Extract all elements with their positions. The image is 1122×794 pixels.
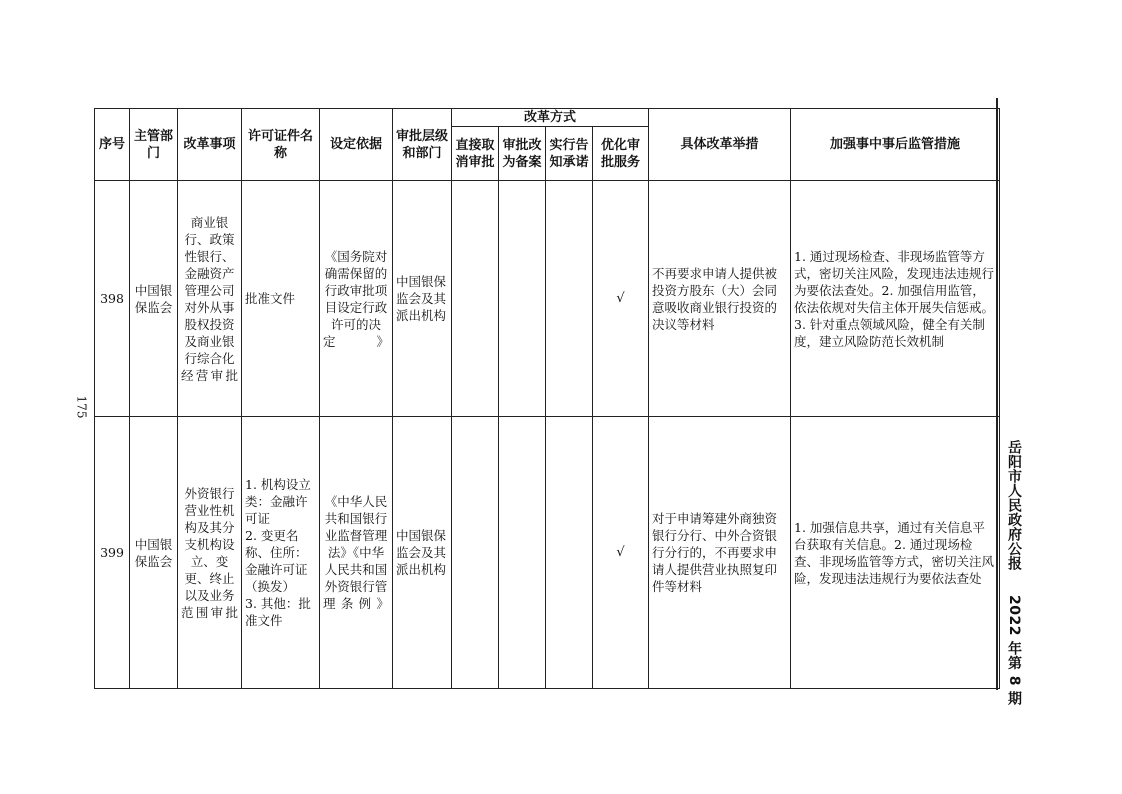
- checkmark-optimize: √: [593, 181, 649, 417]
- cell-promise: [546, 417, 593, 689]
- header-dept: 主管部门: [130, 109, 178, 181]
- side-divider: [996, 98, 998, 690]
- journal-header: [1004, 440, 1024, 706]
- license-line: 1. 机构设立类：金融许可证: [245, 477, 311, 526]
- header-item: 改革事项: [178, 109, 242, 181]
- header-level: 审批层级和部门: [393, 109, 452, 181]
- cell-seq: 398: [95, 181, 130, 417]
- cell-basis: 《国务院对确需保留的行政审批项目设定行政许可的决定》: [320, 181, 393, 417]
- journal-issue: 2022 年第 8 期: [1006, 595, 1022, 707]
- cell-seq: 399: [95, 417, 130, 689]
- header-license: 许可证件名称: [242, 109, 320, 181]
- header-seq: 序号: [95, 109, 130, 181]
- cell-license: [242, 417, 320, 689]
- header-basis: 设定依据: [320, 109, 393, 181]
- table-row: [95, 181, 1000, 417]
- cell-measures: 对于申请筹建外商独资银行分行、中外合资银行分行的，不再要求申请人提供营业执照复印件等材料: [649, 417, 791, 689]
- cell-supervision: 1. 通过现场检查、非现场监管等方式，密切关注风险，发现违法违规行为要依法查处。2. 加强信用监管，依法依规对失信主体开展失信惩戒。3. 针对重点领域风险，健全有关制度，建立风险防范长效机制: [791, 181, 1000, 417]
- cell-license: 批准文件: [242, 181, 320, 417]
- header-measures: 具体改革举措: [649, 109, 791, 181]
- cell-level: 中国银保监会及其派出机构: [393, 417, 452, 689]
- header-method-optimize: 优化审批服务: [593, 127, 649, 181]
- header-method-promise: 实行告知承诺: [546, 127, 593, 181]
- journal-name: 岳阳市人民政府公报: [1006, 440, 1022, 571]
- license-line: 2. 变更名称、住所：金融许可证（换发）: [245, 528, 308, 594]
- license-line: 3. 其他：批准文件: [245, 596, 311, 628]
- cell-supervision: 1. 加强信息共享，通过有关信息平台获取有关信息。2. 通过现场检查、非现场监管等方式，密切关注风险，发现违法违规行为要依法查处: [791, 417, 1000, 689]
- cell-basis: 《中华人民共和国银行业监督管理法》《中华人民共和国外资银行管理条例》: [320, 417, 393, 689]
- cell-cancel: [452, 417, 499, 689]
- cell-filing: [499, 417, 546, 689]
- cell-filing: [499, 181, 546, 417]
- header-method-filing: 审批改为备案: [499, 127, 546, 181]
- header-supervision: 加强事中事后监管措施: [791, 109, 1000, 181]
- cell-dept: 中国银保监会: [130, 181, 178, 417]
- page-number: 175: [74, 395, 89, 419]
- checkmark-optimize: √: [593, 417, 649, 689]
- cell-item: 商业银行、政策性银行、金融资产管理公司对外从事股权投资及商业银行综合化经营审批: [178, 181, 242, 417]
- table-row: [95, 417, 1000, 689]
- header-method-cancel: 直接取消审批: [452, 127, 499, 181]
- cell-item: 外资银行营业性机构及其分支机构设立、变更、终止以及业务范围审批: [178, 417, 242, 689]
- cell-level: 中国银保监会及其派出机构: [393, 181, 452, 417]
- cell-cancel: [452, 181, 499, 417]
- reform-table: [94, 108, 1000, 689]
- cell-promise: [546, 181, 593, 417]
- cell-dept: 中国银保监会: [130, 417, 178, 689]
- header-methods-group: 改革方式: [452, 109, 649, 127]
- cell-measures: 不再要求申请人提供被投资方股东（大）会同意吸收商业银行投资的决议等材料: [649, 181, 791, 417]
